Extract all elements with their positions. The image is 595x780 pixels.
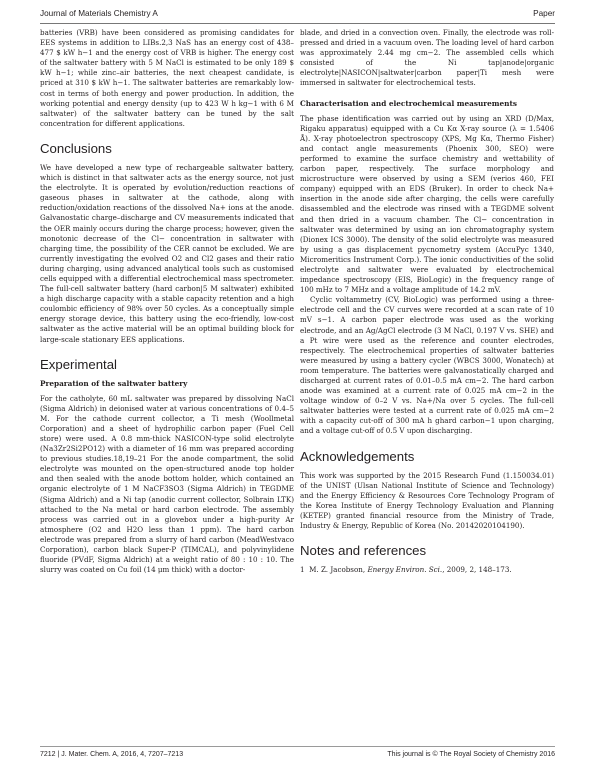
conclusions-paragraph: We have developed a new type of rechargeable saltwater battery, which is distinct in that saltwater acts as the energy source, not just the electrolyte. It is operated by evolution/reduction reactions of gaseous phases in saltwater at the cathode, along with reduction/oxidation reactions of the dissolved Na+ ions at the anode. Galvanostatic charge–discharge and CV measurements indicated that the OER mainly occurs during the charge process; however, given the monotonic decrease of the Cl− concentration in saltwater with charging time, the possibility of the CER cannot be excluded. We are currently investigating the evolved O2 and Cl2 gases and their ratio during charging, using advanced analytical tools such as customised cells equipped with a differential electrochemical mass spectrometer. The full-cell saltwater battery (hard carbon|5 M saltwater) exhibited a high discharge capacity with a stable capacity retention and a high coulombic efficiency of 98% over 50 cycles. As a conceptually simple energy storage device, this battery using the eco-friendly, low-cost saltwater as the active material will be an optimal building block for large-scale stationary EES applications. xyxy=(40,162,294,344)
running-header xyxy=(40,9,555,21)
intro-paragraph: batteries (VRB) have been considered as promising candidates for EES systems in addition to LIBs.2,3 NaS has an energy cost of 438–477 $ kW h−1 and the energy cost of VRB is higher. The energy cost of the saltwater battery with 5 M NaCl is estimated to be only 189 $ kW h−1; while zinc–air batteries, the next cheapest candidate, is priced at 310 $ kW h−1. The saltwater batteries are remarkably low-cost in terms of both energy and power production. In addition, the working potential and energy density (up to 423 W h kg−1 with 6 M saltwater) of the saltwater battery can be tuned by the salt concentration for different applications. xyxy=(40,28,294,128)
footer-citation: 7212 | J. Mater. Chem. A, 2016, 4, 7207–7213 xyxy=(40,751,184,758)
characterisation-heading: Characterisation and electrochemical measurements xyxy=(300,98,517,108)
characterisation-paragraph: The phase identification was carried out by using an XRD (D/Max, Rigaku apparatus) equipped with a Cu Kα X-ray source (λ = 1.5406 Å). X-ray photoelectron spectroscopy (XPS, Mg Kα, Thermo Fisher) and contact angle measurements (Phoenix 300, SEO) were performed to examine the surface chemistry and wettability of carbon paper, respectively. The surface morphology and microstructure were observed by using a SEM (verios 460, FEI company) equipped with an EDS (Bruker). In order to check Na+ insertion in the anode side after charging, the cells were carefully disassembled and the electrode was rinsed with a TEGDME solvent and then dried in a vacuum chamber. The Cl− concentration in saltwater was determined by using an ion chromatography system (Dionex ICS 3000). The density of the solid electrolyte was measured by using a gas displacement pycnometry system (AccuPyc 1340, Micromeritics Instrument Corp.). The ionic conductivities of the solid electrolyte and saltwater were evaluated by electrochemical impedance spectroscopy (EIS, BioLogic) in the frequency range of 100 mHz to 7 MHz and a voltage amplitude of 14.2 mV. xyxy=(300,113,554,295)
reference-journal: Energy Environ. Sci. xyxy=(367,565,443,575)
footer-copyright: This journal is © The Royal Society of Chemistry 2016 xyxy=(387,751,555,758)
reference-number: 1 xyxy=(300,565,305,575)
right-column xyxy=(300,28,554,575)
acknowledgements-paragraph: This work was supported by the 2015 Research Fund (1.150034.01) of the UNIST (Ulsan National Institute of Science and Technology) and the Energy Efficiency & Resources Core Technology Program of the Korea Institute of Energy Technology Evaluation and Planning (KETEP) granted financial resource from the Ministry of Trade, Industry & Energy, Republic of Korea (No. 20142020104190). xyxy=(300,470,554,531)
preparation-heading: Preparation of the saltwater battery xyxy=(40,378,188,388)
footer-rule xyxy=(40,746,555,747)
conclusions-heading: Conclusions xyxy=(40,140,112,156)
reference-authors: M. Z. Jacobson, xyxy=(309,565,366,575)
preparation-paragraph: For the catholyte, 60 mL saltwater was prepared by dissolving NaCl (Sigma Aldrich) in deionised water at various concentrations of 0.4–5 M. For the cathode current collector, a Ti mesh (Woollmetal Corporation) and a sheet of hydrophilic carbon paper (Fuel Cell store) were used. A 0.8 mm-thick NASICON-type solid electrolyte (Na3Zr2Si2PO12) with a diameter of 16 mm was prepared according to previous studies.18,19–21 For the anode compartment, the solid electrolyte was mounted on the open-structured anode top holder and then sealed with the anode bottom holder, which contained an organic electrolyte of 1 M NaCF3SO3 (Sigma Aldrich) in TEGDME (Sigma Aldrich) and a Ni tap (anodic current collector, Solbrain LTK) attached to the Na metal or hard carbon electrode. The assembly process was carried out in a glovebox under a high-purity Ar atmosphere (O2 and H2O less than 1 ppm). The hard carbon electrode was prepared from a slurry of hard carbon (MeadWestvaco Corporation), carbon black Super-P (TIMCAL), and polyvinylidene fluoride (PVdF, Sigma Aldrich) at a weight ratio of 80 : 10 : 10. The slurry was coated on Cu foil (14 μm thick) with a doctor- xyxy=(40,393,294,575)
section-label: Paper xyxy=(533,9,555,18)
continued-paragraph: blade, and dried in a convection oven. Finally, the electrode was roll-pressed and dried in a vacuum oven. The loading level of hard carbon was approximately 2.44 mg cm−2. The assembled cells which consisted of the Ni tap|anode|organic electrolyte|NASICON|saltwater|carbon paper|Ti mesh were immersed in saltwater for electrochemical tests. xyxy=(300,28,554,88)
left-column xyxy=(40,28,294,575)
experimental-heading: Experimental xyxy=(40,356,117,372)
notes-heading: Notes and references xyxy=(300,543,427,559)
reference-item xyxy=(300,565,554,575)
acknowledgements-heading: Acknowledgements xyxy=(300,448,415,464)
cv-paragraph: Cyclic voltammetry (CV, BioLogic) was performed using a three-electrode cell and the CV curves were recorded at a scan rate of 10 mV s−1. A carbon paper electrode was used as the working electrode, and an Ag/AgCl electrode (3 M NaCl, 0.197 V vs. SHE) and a Pt wire were used as the reference and counter electrodes, respectively. The electrochemical properties of saltwater batteries were measured by using a battery cycler (WBCS 3000, Wonatech) at room temperature. The batteries were galvanostatically charged and discharged at current rates of 0.01–0.5 mA cm−2. The hard carbon anode was examined at a current rate of 0.025 mA cm−2 in the voltage window of 0–2 V vs. Na+/Na over 5 cycles. The full-cell saltwater batteries were tested at a current rate of 0.025 mA cm−2 with a capacity cut-off of 300 mA h ghard carbon−1 upon charging, and a voltage cut-off of 0.5 V upon discharging. xyxy=(300,295,554,436)
header-rule xyxy=(40,23,555,24)
reference-details: , 2009, 2, 148–173. xyxy=(442,565,512,575)
journal-name: Journal of Materials Chemistry A xyxy=(40,9,158,18)
